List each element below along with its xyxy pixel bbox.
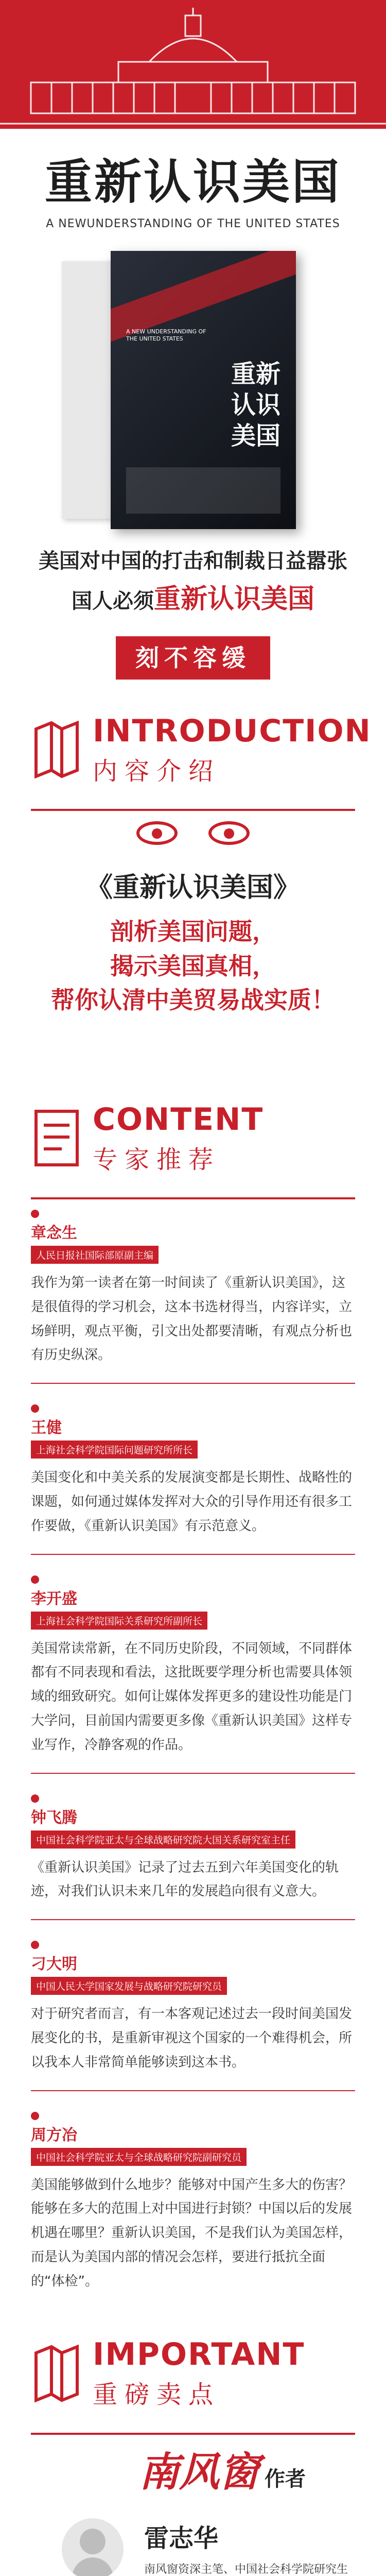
eyes-decoration [0,821,386,845]
expert-item [31,2112,355,2294]
hero-title-block [0,129,386,230]
book-front-cover [111,251,296,529]
hero-banner [0,0,386,129]
expert-name: 刁大明 [31,1955,77,1974]
expert-title: 中国社会科学院亚太与全球战略研究院副研究员 [31,2148,247,2166]
pin-icon [31,1794,39,1803]
intro-section [0,811,386,1079]
expert-quote: 对于研究者而言，有一本客观记述过去一段时间美国发展变化的书，是重新审视这个国家的一个难得机会，所以我本人非常简单能够读到这本书。 [31,2006,353,2070]
content-section-header [0,1079,386,1197]
expert-title: 上海社会科学院国际问题研究所所长 [31,1440,198,1459]
divider [31,2433,355,2435]
expert-item [31,1794,355,1921]
page-subtitle-en: A NEWUNDERSTANDING OF THE UNITED STATES [46,217,340,230]
tagline-2-prefix: 国人必须 [71,589,154,613]
book-title-line: 重新 [231,360,280,388]
pin-icon [31,1404,39,1413]
pin-icon [31,2112,39,2120]
intro-line: 剖析美国问题， [110,918,276,945]
map-icon [31,719,82,781]
expert-item [31,1404,355,1554]
author-name: 雷志华 [144,2523,219,2553]
expert-name: 章念生 [31,1224,77,1242]
pin-icon [31,1210,39,1218]
expert-name: 李开盛 [31,1589,77,1608]
page-title: 重新认识美国 [44,155,341,210]
tagline-1: 美国对中国的打击和制裁日益嚣张 [39,549,347,573]
map-icon [31,2343,82,2404]
important-heading: IMPORTANT [93,2336,305,2373]
brand-logo [0,2440,386,2498]
tagline-2 [0,577,386,616]
intro-book-title: 《重新认识美国》 [85,872,300,903]
expert-name: 钟飞腾 [31,1808,77,1827]
book-title-line: 美国 [231,421,280,450]
intro-line: 帮你认清中美贸易战实质！ [51,986,335,1014]
intro-subheading: 内容介绍 [93,756,221,786]
expert-quote: 我作为第一读者在第一时间读了《重新认识美国》，这是很值得的学习机会，这本书选材得当，内容详实，立场鲜明，观点平衡，引文出处都要清晰，有观点分析也有历史纵深。 [31,1275,353,1363]
document-icon [31,1107,82,1169]
brand-name: 南风窗 [139,2449,260,2496]
expert-title: 上海社会科学院国际关系研究所副所长 [31,1612,207,1630]
expert-item [31,1575,355,1774]
expert-quote: 《重新认识美国》记录了过去五到六年美国变化的轨迹，对我们认识未来几年的发展趋向很有义意大。 [31,1859,339,1900]
expert-title: 中国人民大学国家发展与战略研究院研究员 [31,1977,227,1995]
expert-name: 周方冶 [31,2126,77,2144]
brand-suffix: 作者 [265,2467,306,2491]
author-desc: 南风窗资深主笔、中国社会科学院研究生 [144,2563,348,2576]
expert-quote: 美国变化和中美关系的发展演变都是长期性、战略性的课题，如何通过媒体发挥对大众的引导作用还有很多工作要做，《重新认识美国》有示范意义。 [31,1470,353,1534]
avatar [62,2518,124,2576]
book-en-title: A NEW UNDERSTANDING OF THE UNITED STATES [126,328,206,343]
pin-icon [31,1941,39,1949]
important-section-header [0,2314,386,2433]
eye-icon [136,821,178,845]
hero-section [0,0,386,690]
urgent-badge: 刻不容缓 [116,636,270,680]
author-item [0,2498,386,2576]
expert-item [31,1210,355,1384]
intro-heading: INTRODUCTION [93,713,372,749]
tagline-2-emphasis: 重新认识美国 [153,584,314,615]
expert-quote: 美国常读常新，在不同历史阶段，不同领域，不同群体都有不同表现和看法，这批既要学理分析也需要具体领域的细致研究。如何让媒体发挥更多的建设性功能是门大学问，目前国内需要更多像《重新认识美国》这样专业写作，冷静客观的作品。 [31,1640,353,1753]
book-title-line: 认识 [231,391,280,419]
capitol-icon [0,5,386,129]
experts-list [0,1199,386,2294]
expert-title: 人民日报社国际部原副主编 [31,1246,159,1264]
intro-line: 揭示美国真相， [110,952,276,980]
expert-quote: 美国能够做到什么地步？能够对中国产生多大的伤害？能够在多大的范围上对中国进行封锁？中国以后的发展机遇在哪里？重新认识美国，不是我们认为美国怎样，而是认为美国内部的情况会怎样，要进行抵抗全面的“体检”。 [31,2177,353,2289]
eye-icon [208,821,250,845]
intro-section-header [0,690,386,809]
expert-name: 王健 [31,1419,62,1437]
expert-title: 中国社会科学院亚太与全球战略研究院大国关系研究室主任 [31,1831,295,1849]
expert-item [31,1941,355,2091]
book-cover-image [0,251,386,539]
content-heading: CONTENT [93,1101,264,1138]
pin-icon [31,1575,39,1584]
content-subheading: 专家推荐 [93,1145,221,1174]
important-subheading: 重磅卖点 [93,2380,221,2410]
